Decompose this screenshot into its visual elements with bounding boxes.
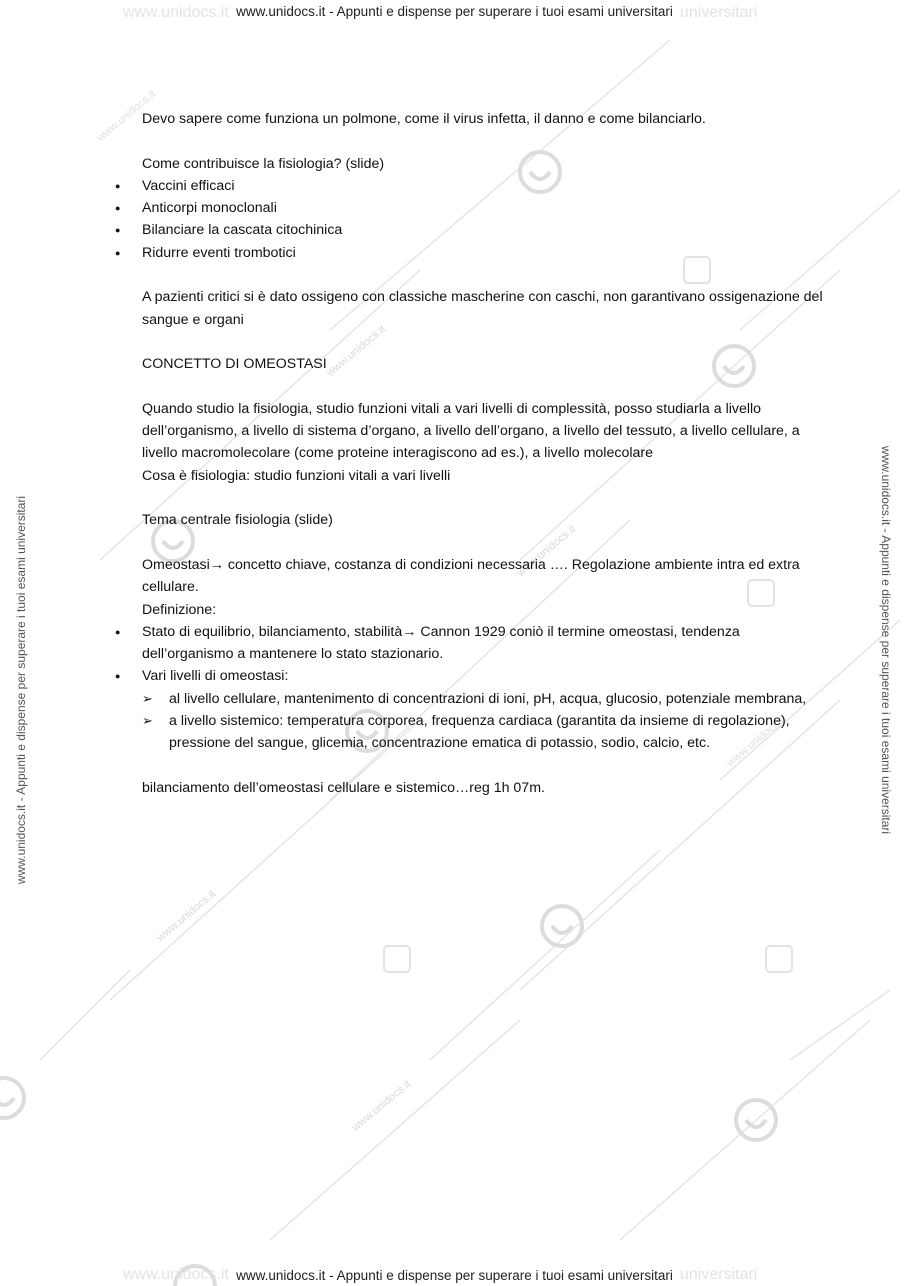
watermark-header: www.unidocs.it - Appunti e dispense per superare i tuoi esami universitari bbox=[236, 4, 673, 19]
watermark-diagonal-brand: www.unidocs.it bbox=[349, 1078, 414, 1134]
list-item-text: Vari livelli di omeostasi: bbox=[142, 668, 289, 685]
paragraph: Tema centrale fisiologia (slide) bbox=[142, 512, 333, 529]
watermark-diagonal-brand: www.unidocs.it bbox=[94, 88, 159, 144]
paragraph: Come contribuisce la fisiologia? (slide) bbox=[142, 155, 385, 172]
watermark-footer: www.unidocs.it - Appunti e dispense per superare i tuoi esami universitari bbox=[236, 1268, 673, 1283]
sublist-item: ➢ a livello sistemico: temperatura corporea, frequenza cardiaca (garantita da insieme di regolazione), pressione del sangue, glicemia, concentrazione ematica di potassio, sodio, calcio, etc. bbox=[169, 710, 832, 755]
list-item: ● Ridurre eventi trombotici bbox=[142, 242, 832, 264]
list-item: ● Bilanciare la cascata citochinica bbox=[142, 219, 832, 241]
list-item: ● Vaccini efficaci bbox=[142, 175, 832, 197]
arrow-sublist bbox=[142, 688, 832, 755]
document-body bbox=[142, 108, 832, 799]
paragraph: A pazienti critici si è dato ossigeno con classiche mascherine con caschi, non garantivano ossigenazione del sangue e organi bbox=[142, 289, 823, 328]
section-heading: CONCETTO DI OMEOSTASI bbox=[142, 356, 327, 373]
paragraph: Cosa è fisiologia: studio funzioni vitali a vari livelli bbox=[142, 467, 451, 484]
bullet-list bbox=[142, 175, 832, 264]
watermark-side-right: www.unidocs.it - Appunti e dispense per superare i tuoi esami universitari bbox=[879, 445, 893, 835]
watermark-ghost-brand: www.unidocs.it bbox=[123, 1266, 229, 1283]
list-item bbox=[142, 665, 832, 754]
watermark-diagonal-brand: www.unidocs.it bbox=[324, 323, 389, 379]
watermark-ghost-end: universitari bbox=[680, 1266, 758, 1283]
paragraph: Devo sapere come funziona un polmone, come il virus infetta, il danno e come bilanciarlo. bbox=[142, 111, 706, 127]
bullet-list bbox=[142, 621, 832, 755]
list-item: ● Anticorpi monoclonali bbox=[142, 197, 832, 219]
watermark-diagonal-brand: www.unidocs.it bbox=[724, 713, 789, 769]
paragraph: Omeostasi→ concetto chiave, costanza di condizioni necessaria …. Regolazione ambiente intra ed extra cellulare. bbox=[142, 556, 800, 596]
paragraph: Quando studio la fisiologia, studio funzioni vitali a vari livelli di complessità, posso studiarla a livello dell’organismo, a livello di sistema d’organo, a livello dell’organo, a livello del tessuto, a livello cellulare, a livello macromolecolare (come proteine interagiscono ad es.), a livello molecolare bbox=[142, 400, 800, 462]
list-item: ● Stato di equilibrio, bilanciamento, stabilità→ Cannon 1929 coniò il termine omeostasi, tendenza dell’organismo a mantenere lo stato stazionario. bbox=[142, 621, 832, 666]
watermark-diagonal-brand: www.unidocs.it bbox=[154, 888, 219, 944]
paragraph: bilanciamento dell’omeostasi cellulare e sistemico…reg 1h 07m. bbox=[142, 779, 545, 796]
watermark-ghost-end: universitari bbox=[680, 4, 758, 21]
paragraph: Definizione: bbox=[142, 601, 217, 618]
watermark-ghost-brand: www.unidocs.it bbox=[123, 4, 229, 21]
watermark-diagonal-brand: www.unidocs.it bbox=[514, 523, 579, 579]
sublist-item: ➢ al livello cellulare, mantenimento di concentrazioni di ioni, pH, acqua, glucosio, potenziale membrana, bbox=[169, 688, 832, 710]
watermark-side-left: www.unidocs.it - Appunti e dispense per superare i tuoi esami universitari bbox=[14, 495, 28, 885]
